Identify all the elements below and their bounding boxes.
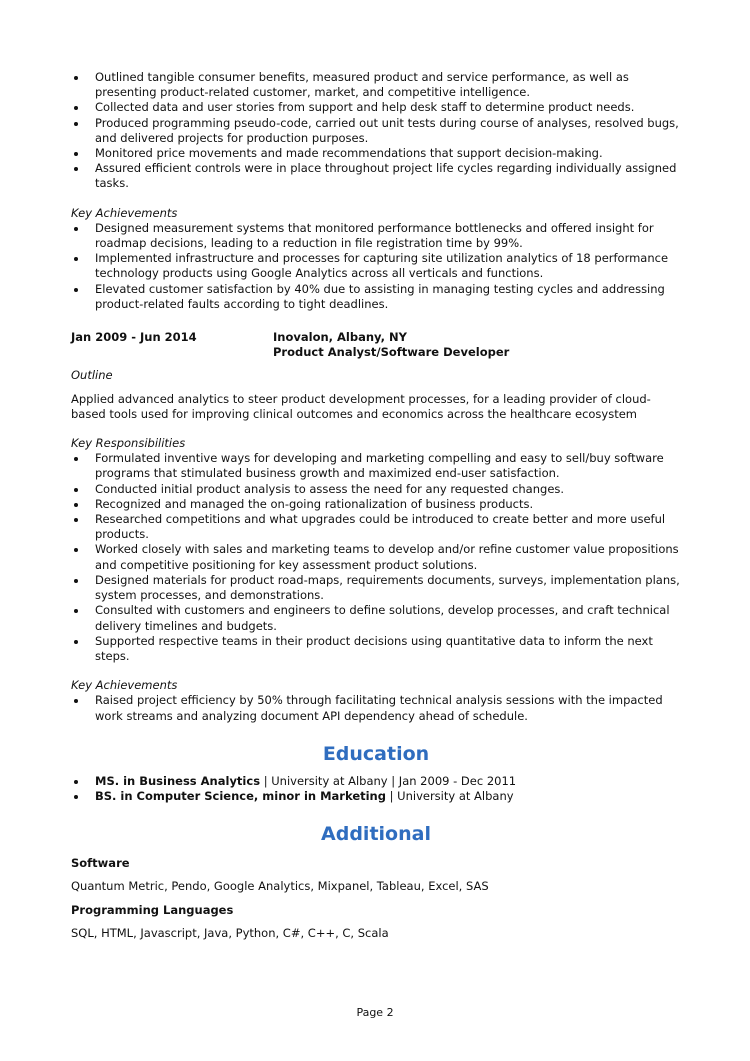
list-item [71, 774, 681, 789]
degree-details: | University at Albany | Jan 2009 - Dec 2011 [260, 773, 517, 788]
degree-details: | University at Albany [385, 788, 514, 803]
list-item: Assured efficient controls were in place throughout project life cycles regarding individually assigned tasks. [71, 161, 681, 191]
list-item: Worked closely with sales and marketing teams to develop and/or refine customer value propositions and competitive positioning for key assessment product solutions. [71, 542, 681, 572]
job-title: Product Analyst/Software Developer [273, 345, 510, 360]
achievements-list [71, 693, 681, 723]
list-item: Recognized and managed the on-going rationalization of business products. [71, 497, 681, 512]
responsibilities-list [71, 451, 681, 664]
key-achievements-heading: Key Achievements [71, 678, 178, 693]
resume-content [71, 70, 681, 941]
list-item: Supported respective teams in their product decisions using quantitative data to inform the next steps. [71, 634, 681, 664]
list-item: Designed measurement systems that monitored performance bottlenecks and offered insight for roadmap decisions, leading to a reduction in file registration time by 99%. [71, 221, 681, 251]
list-item: Conducted initial product analysis to assess the need for any requested changes. [71, 482, 681, 497]
list-item: Implemented infrastructure and processes for capturing site utilization analytics of 18 performance technology products using Google Analytics across all verticals and functions. [71, 251, 681, 281]
key-responsibilities-heading: Key Responsibilities [71, 436, 186, 451]
software-list: Quantum Metric, Pendo, Google Analytics, Mixpanel, Tableau, Excel, SAS [71, 879, 489, 894]
education-list [71, 774, 681, 804]
list-item: Consulted with customers and engineers to define solutions, develop processes, and craft technical delivery timelines and budgets. [71, 603, 681, 633]
list-item: Researched competitions and what upgrades could be introduced to create better and more useful products. [71, 512, 681, 542]
programming-languages-list: SQL, HTML, Javascript, Java, Python, C#, C++, C, Scala [71, 925, 389, 940]
list-item: Elevated customer satisfaction by 40% due to assisting in managing testing cycles and addressing product-related faults according to tight deadlines. [71, 282, 681, 312]
list-item: Produced programming pseudo-code, carried out unit tests during course of analyses, resolved bugs, and delivered projects for production purposes. [71, 116, 681, 146]
key-achievements-heading: Key Achievements [71, 205, 178, 220]
list-item [71, 789, 681, 804]
additional-heading: Additional [321, 823, 431, 846]
outline-heading: Outline [71, 368, 113, 383]
programming-languages-heading: Programming Languages [71, 902, 234, 917]
job-employer [273, 330, 509, 360]
job-header [71, 330, 681, 360]
degree-name: MS. in Business Analytics [95, 773, 261, 788]
list-item: Formulated inventive ways for developing and marketing compelling and easy to sell/buy software programs that stimulated business growth and maximized end-user satisfaction. [71, 451, 681, 481]
list-item: Outlined tangible consumer benefits, measured product and service performance, as well as presenting product-related customer, market, and competitive intelligence. [71, 70, 681, 100]
degree-name: BS. in Computer Science, minor in Marketing [95, 788, 386, 803]
job-dates: Jan 2009 - Jun 2014 [71, 330, 197, 345]
list-item: Collected data and user stories from support and help desk staff to determine product needs. [71, 100, 681, 115]
achievements-list [71, 221, 681, 312]
list-item: Designed materials for product road-maps, requirements documents, surveys, implementation plans, system processes, and demonstrations. [71, 573, 681, 603]
outline-text: Applied advanced analytics to steer product development processes, for a leading provider of cloud-based tools used for improving clinical outcomes and economics across the healthcare ecosystem [71, 391, 651, 421]
list-item: Monitored price movements and made recommendations that support decision-making. [71, 146, 681, 161]
job-company: Inovalon, Albany, NY [273, 330, 407, 345]
software-heading: Software [71, 856, 130, 871]
intro-bullet-list [71, 70, 681, 192]
education-heading: Education [322, 742, 430, 765]
list-item: Raised project efficiency by 50% through facilitating technical analysis sessions with the impacted work streams and analyzing document API dependency ahead of schedule. [71, 693, 681, 723]
page-number: Page 2 [356, 1006, 394, 1019]
